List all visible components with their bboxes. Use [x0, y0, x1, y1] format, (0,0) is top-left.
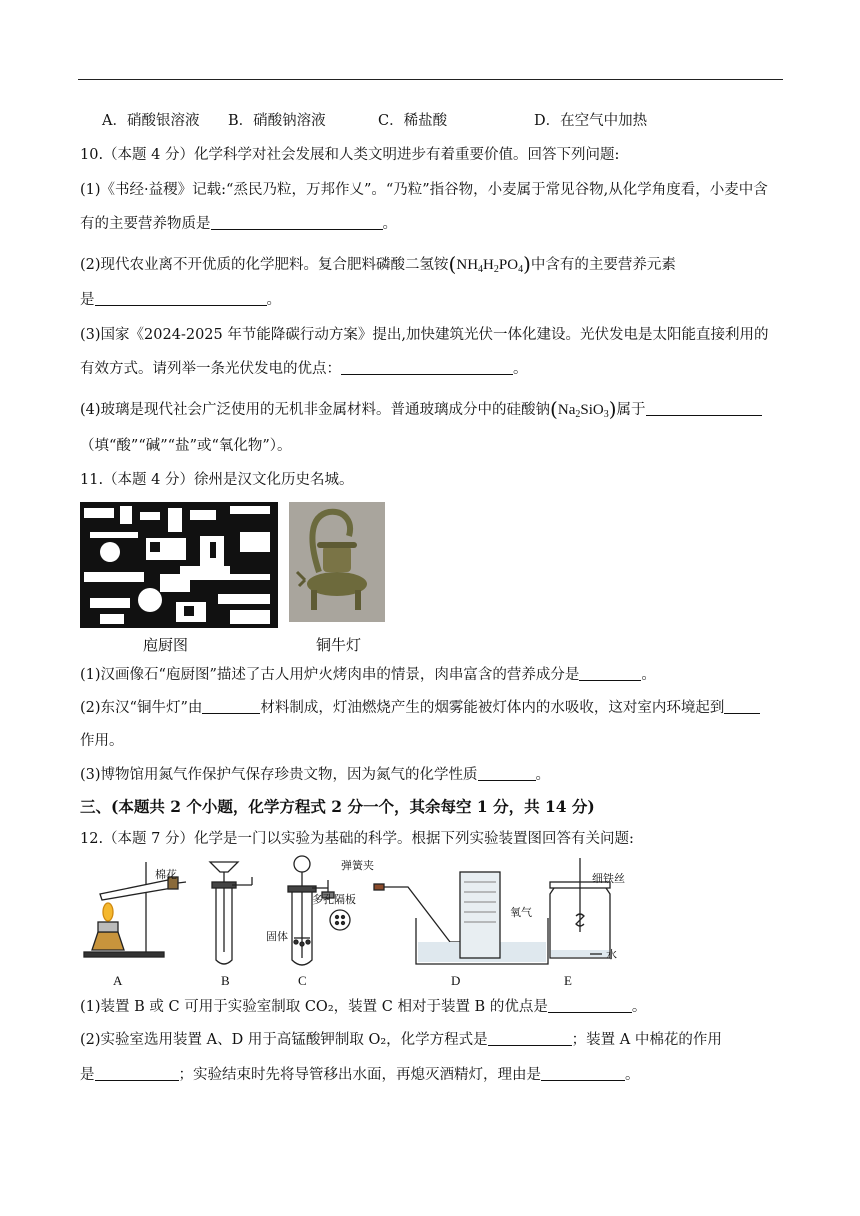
q12-p2-line2	[80, 1065, 640, 1085]
q12-p2-line1	[80, 1030, 722, 1050]
answer-blank[interactable]	[95, 290, 267, 306]
q10-p3-line2	[80, 359, 528, 379]
label-b: B	[221, 973, 230, 988]
label-iron-wire: 细铁丝	[592, 872, 625, 885]
paren-close: )	[523, 252, 531, 276]
fig-caption-kitchen: 庖厨图	[143, 636, 189, 654]
answer-blank[interactable]	[95, 1065, 179, 1081]
label-d: D	[451, 973, 461, 988]
option-a: A．硝酸银溶液	[102, 113, 200, 129]
q12-p2-mid: ；装置 A 中棉花的作用	[571, 1032, 722, 1048]
q10-p2-end: 。	[266, 292, 281, 308]
paren-open: (	[448, 252, 457, 276]
apparatus-b	[210, 862, 252, 964]
answer-blank[interactable]	[646, 400, 762, 416]
label-c: C	[298, 973, 307, 988]
option-d: D．在空气中加热	[534, 113, 648, 129]
q12-title: 12.（本题 7 分）化学是一门以实验为基础的科学。根据下列实验装置图回答有关问题:	[80, 831, 634, 847]
formula-na2sio3: $Na_2SiO_3$	[557, 402, 609, 420]
q11-p3	[80, 765, 550, 785]
q12-p1-end: 。	[631, 999, 647, 1015]
q10-p3-end: 。	[513, 361, 528, 377]
q11-p2-line2: 作用。	[80, 733, 124, 749]
label-e: E	[564, 973, 572, 988]
answer-blank[interactable]	[202, 698, 260, 714]
paren-close: )	[608, 397, 617, 421]
q10-title: 10.（本题 4 分）化学科学对社会发展和人类文明进步有着重要价值。回答下列问题:	[80, 147, 620, 163]
header-rule	[78, 79, 783, 80]
q10-p2-text-end: 中含有的主要营养元素	[530, 257, 676, 273]
label-spring-clip: 弹簧夹	[341, 859, 374, 872]
answer-blank[interactable]	[211, 214, 383, 230]
label-oxygen: 氧气	[510, 906, 532, 919]
section3-heading: 三、(本题共 2 个小题，化学方程式 2 分一个，其余每空 1 分，共 14 分)	[80, 797, 595, 816]
q11-p1-end: 。	[641, 667, 656, 683]
q11-p1	[80, 665, 656, 685]
q12-p2-text: (2)实验室选用装置 A、D 用于高锰酸钾制取 O₂，化学方程式是	[80, 1032, 488, 1048]
q11-p2-line1	[80, 698, 760, 718]
q12-p1	[80, 997, 646, 1017]
q12-p1-text: (1)装置 B 或 C 可用于实验室制取 CO₂，装置 C 相对于装置 B 的优点是	[80, 999, 548, 1015]
q11-p2-mid: 材料制成，灯油燃烧产生的烟雾能被灯体内的水吸收，这对室内环境起到	[260, 700, 725, 716]
q10-p3-text: 有效方式。请列举一条光伏发电的优点：	[80, 361, 341, 377]
q10-p2-text: (2)现代农业离不开优质的化学肥料。复合肥料磷酸二氢铵	[80, 257, 449, 273]
q10-p1-text: 有的主要营养物质是	[80, 216, 211, 232]
q10-p2-shi: 是	[80, 292, 95, 308]
q10-p4-line1	[80, 399, 762, 420]
q11-p1-text: (1)汉画像石“庖厨图”描述了古人用炉火烤肉串的情景，肉串富含的营养成分是	[80, 667, 580, 683]
q10-p4-shuyu: 属于	[616, 402, 646, 418]
q10-p1-line1: (1)《书经·益稷》记载:“烝民乃粒，万邦作乂”。“乃粒”指谷物，小麦属于常见谷物,从化学角度看，小麦中含	[80, 182, 768, 198]
q12-p2-end: 。	[625, 1067, 640, 1083]
answer-blank[interactable]	[541, 1065, 625, 1081]
fig-caption-lamp: 铜牛灯	[316, 636, 362, 654]
q10-p1-end: 。	[382, 216, 397, 232]
label-water: 水	[606, 948, 617, 961]
answer-blank[interactable]	[548, 997, 632, 1013]
kitchen-relief-image	[80, 502, 278, 628]
formula-nh4h2po4: $NH_4H_2PO_4$	[456, 257, 524, 275]
q11-p3-text: (3)博物馆用氮气作保护气保存珍贵文物，因为氮气的化学性质	[80, 767, 478, 783]
answer-blank[interactable]	[724, 698, 760, 714]
answer-blank[interactable]	[478, 765, 536, 781]
option-c: C．稀盐酸	[378, 113, 448, 129]
q11-p3-end: 。	[535, 767, 551, 783]
q12-p2-shi: 是	[80, 1067, 95, 1083]
q10-p1-line2	[80, 214, 397, 234]
q11-title: 11.（本题 4 分）徐州是汉文化历史名城。	[80, 472, 354, 488]
answer-blank[interactable]	[488, 1030, 572, 1046]
q10-p2-line2	[80, 290, 281, 310]
paren-open: (	[550, 397, 558, 421]
answer-blank[interactable]	[579, 665, 641, 681]
option-b: B．硝酸钠溶液	[228, 113, 326, 129]
q10-p4-line2: （填“酸”“碱”“盐”或“氧化物”）。	[80, 438, 292, 454]
q11-p2-text: (2)东汉“铜牛灯”由	[80, 700, 203, 716]
q9-options	[102, 111, 648, 131]
label-a: A	[113, 973, 123, 988]
label-solid: 固体	[266, 930, 288, 943]
q10-p2-line1	[80, 254, 676, 275]
q10-p3-line1: (3)国家《2024-2025 年节能降碳行动方案》提出,加快建筑光伏一体化建设。光伏发电是太阳能直接利用的	[80, 327, 769, 343]
answer-blank[interactable]	[341, 359, 513, 375]
label-cotton: 棉花	[155, 868, 177, 881]
label-porous-plate: 多孔隔板	[312, 893, 356, 906]
q12-p2-reason: ；实验结束时先将导管移出水面，再熄灭酒精灯，理由是	[178, 1067, 541, 1083]
bronze-ox-lamp-image	[289, 502, 385, 622]
q10-p4-text: (4)玻璃是现代社会广泛使用的无机非金属材料。普通玻璃成分中的硅酸钠	[80, 402, 551, 418]
